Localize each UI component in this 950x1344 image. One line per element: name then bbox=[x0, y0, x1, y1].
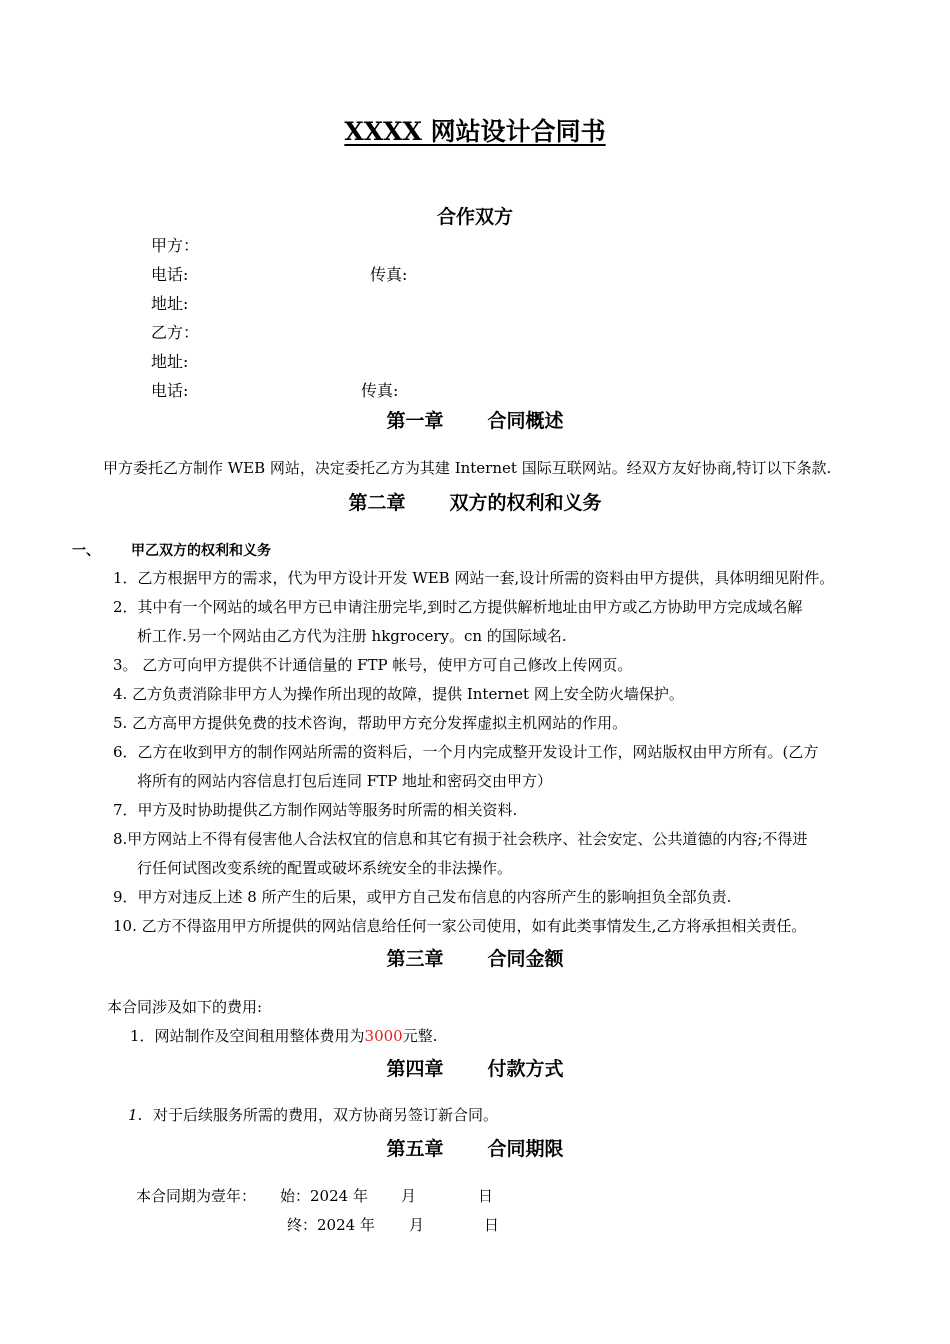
chapter-3-heading bbox=[0, 944, 950, 971]
chapter-4-heading bbox=[0, 1054, 950, 1081]
document-title: XXXX 网站设计合同书 bbox=[344, 117, 606, 146]
party-a-label: 甲方： bbox=[151, 236, 200, 255]
clause-item: 7．甲方及时协助提供乙方制作网站等服务时所需的相关资料. bbox=[113, 801, 518, 819]
party-a-phone-label: 电话: bbox=[151, 265, 189, 284]
payment-item-number: 1. bbox=[128, 1106, 143, 1124]
clause-item: 9．甲方对违反上述 8 所产生的后果，或甲方自己发布信息的内容所产生的影响担负全部负责. bbox=[113, 888, 732, 906]
fee-item-suffix: 元整. bbox=[402, 1027, 438, 1045]
party-b-phone-label: 电话: bbox=[151, 381, 189, 400]
clause-item-continuation: 行任何试图改变系统的配置或破坏系统安全的非法操作。 bbox=[137, 859, 513, 877]
period-end-label: 终：2024 年 bbox=[287, 1216, 375, 1234]
clause-item: 3。 乙方可向甲方提供不计通信量的 FTP 帐号，使甲方可自己修改上传网页。 bbox=[113, 656, 633, 674]
fee-amount: 3000 bbox=[364, 1027, 403, 1045]
period-start-label: 始：2024 年 bbox=[280, 1187, 368, 1205]
chapter-2-number: 第二章 bbox=[348, 492, 406, 514]
parties-heading: 合作双方 bbox=[436, 206, 513, 228]
clause-item: 1．乙方根据甲方的需求，代为甲方设计开发 WEB 网站一套,设计所需的资料由甲方提供，具体明细见附件。 bbox=[113, 569, 835, 587]
period-end-month: 月 bbox=[409, 1216, 425, 1234]
clause-item: 5. 乙方高甲方提供免费的技术咨询，帮助甲方充分发挥虚拟主机网站的作用。 bbox=[113, 714, 628, 732]
clause-item-continuation: 析工作.另一个网站由乙方代为注册 hkgrocery。cn 的国际域名. bbox=[137, 627, 567, 645]
chapter-3-number: 第三章 bbox=[386, 948, 444, 970]
party-b-address-label: 地址: bbox=[151, 352, 189, 371]
chapter-1-text: 甲方委托乙方制作 WEB 网站，决定委托乙方为其建 Internet 国际互联网站。经双方友好协商,特订以下条款. bbox=[103, 459, 832, 477]
chapter-1-name: 合同概述 bbox=[487, 410, 564, 432]
chapter-1-number: 第一章 bbox=[386, 410, 444, 432]
fee-item-prefix: 1．网站制作及空间租用整体费用为 bbox=[130, 1027, 365, 1045]
chapter-5-name: 合同期限 bbox=[487, 1138, 564, 1160]
clause-item: 10. 乙方不得盗用甲方所提供的网站信息给任何一家公司使用，如有此类事情发生,乙方将承担相关责任。 bbox=[113, 917, 807, 935]
chapter-2-name: 双方的权利和义务 bbox=[449, 492, 602, 514]
payment-item-text: 对于后续服务所需的费用，双方协商另签订新合同。 bbox=[153, 1106, 499, 1124]
clause-item-continuation: 将所有的网站内容信息打包后连同 FTP 地址和密码交由甲方） bbox=[137, 772, 553, 790]
chapter-2-heading bbox=[0, 488, 950, 515]
chapter-3-name: 合同金额 bbox=[487, 948, 564, 970]
chapter-4-number: 第四章 bbox=[386, 1058, 444, 1080]
fee-intro: 本合同涉及如下的费用: bbox=[107, 998, 263, 1016]
clause-item: 2．其中有一个网站的域名甲方已申请注册完毕,到时乙方提供解析地址由甲方或乙方协助甲方完成域名解 bbox=[113, 598, 803, 616]
clause-item: 4. 乙方负责消除非甲方人为操作所出现的故障，提供 Internet 网上安全防火墙保护。 bbox=[113, 685, 684, 703]
fee-item bbox=[130, 1026, 438, 1046]
party-b-label: 乙方： bbox=[151, 323, 200, 342]
section-number: 一、 bbox=[72, 543, 100, 559]
period-start-day: 日 bbox=[478, 1187, 494, 1205]
party-a-address-label: 地址: bbox=[151, 294, 189, 313]
clause-item: 8.甲方网站上不得有侵害他人合法权宜的信息和其它有损于社会秩序、社会安定、公共道德的内容;不得进 bbox=[113, 830, 808, 848]
period-start-month: 月 bbox=[401, 1187, 417, 1205]
chapter-1-heading bbox=[0, 406, 950, 433]
party-b-fax-label: 传真: bbox=[361, 381, 399, 400]
chapter-5-number: 第五章 bbox=[386, 1138, 444, 1160]
section-title: 甲乙双方的权利和义务 bbox=[131, 543, 271, 559]
chapter-5-heading bbox=[0, 1134, 950, 1161]
chapter-4-name: 付款方式 bbox=[487, 1058, 564, 1080]
period-label: 本合同期为壹年： bbox=[136, 1187, 257, 1205]
party-a-fax-label: 传真: bbox=[370, 265, 408, 284]
period-end-day: 日 bbox=[484, 1216, 500, 1234]
clause-item: 6．乙方在收到甲方的制作网站所需的资料后，一个月内完成整开发设计工作，网站版权由甲方所有。(乙方 bbox=[113, 743, 819, 761]
